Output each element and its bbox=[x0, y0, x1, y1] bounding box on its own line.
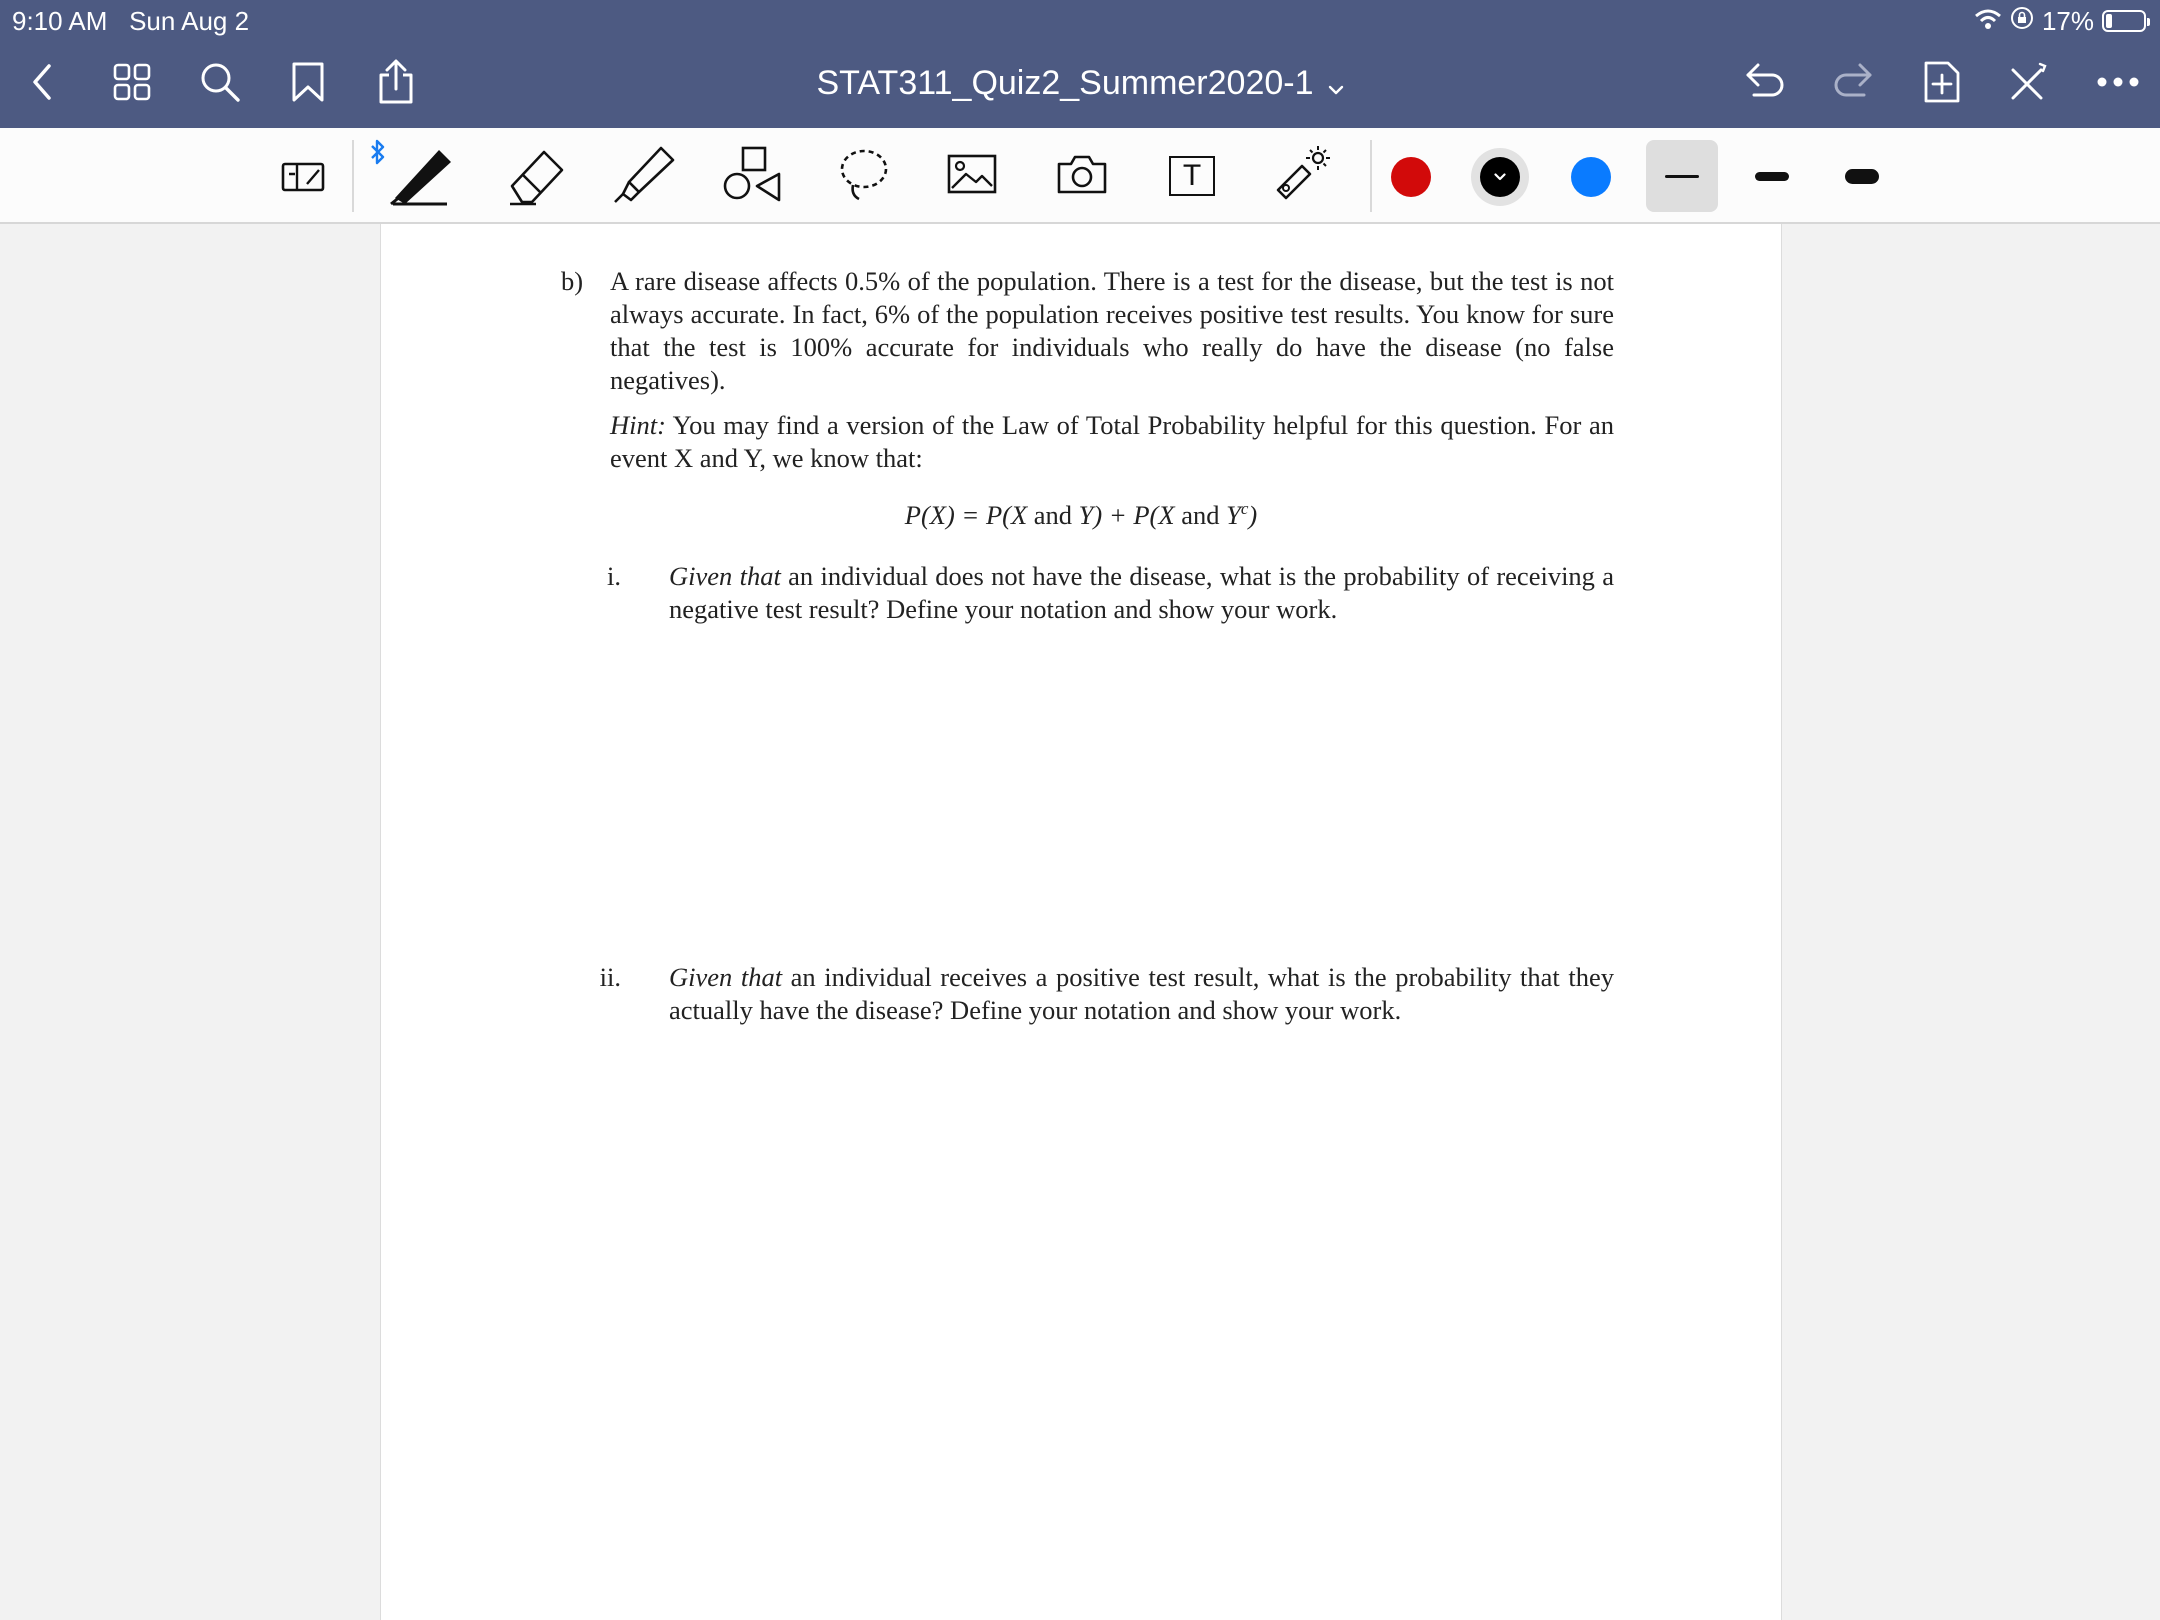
part-i-label: i. bbox=[607, 561, 621, 591]
stroke-width-thick[interactable] bbox=[1842, 140, 1882, 212]
redo-icon bbox=[1830, 61, 1874, 108]
lasso-tool[interactable] bbox=[824, 138, 904, 214]
undo-button[interactable] bbox=[1740, 56, 1792, 112]
question-label: b) bbox=[561, 266, 584, 296]
highlighter-icon bbox=[611, 142, 677, 211]
thin-line-icon bbox=[1665, 175, 1699, 178]
status-time bbox=[12, 4, 249, 38]
color-swatch-red[interactable] bbox=[1391, 157, 1431, 197]
formula-close: ) bbox=[1248, 500, 1258, 530]
camera-icon bbox=[1055, 152, 1109, 201]
formula-and-1: and bbox=[1033, 500, 1073, 530]
medium-line-icon bbox=[1755, 172, 1789, 181]
more-icon bbox=[2096, 75, 2140, 93]
question-body: A rare disease affects 0.5% of the population. There is a test for the disease, but the test is not always accurate. In fact, 6% of the population receives positive test results. You know for sure that the test is 100% accurate for individuals who really do have the disease (no false negatives). bbox=[610, 266, 1614, 395]
app-header bbox=[0, 0, 2160, 128]
part-i-rest: an individual does not have the disease, what is the probability of receiving a negative test result? Define your notation and show your work. bbox=[669, 561, 1615, 624]
laser-pointer-tool[interactable] bbox=[1262, 138, 1342, 214]
laser-pointer-icon bbox=[1272, 144, 1332, 209]
document-page[interactable] bbox=[380, 224, 1782, 1620]
part-i-lead: Given that bbox=[669, 561, 781, 591]
add-page-button[interactable] bbox=[1916, 56, 1968, 112]
color-swatch-black-selected[interactable] bbox=[1471, 148, 1529, 206]
hint-text: You may find a version of the Law of Total Probability helpful for this question. For an event X and Y, we know that: bbox=[610, 410, 1614, 473]
shapes-tool[interactable] bbox=[712, 138, 792, 214]
highlighter-tool[interactable] bbox=[604, 138, 684, 214]
part-ii-label: ii. bbox=[599, 962, 621, 992]
hint-paragraph bbox=[610, 409, 1614, 475]
read-only-toggle[interactable] bbox=[263, 138, 343, 214]
text-tool-glyph: T bbox=[1182, 159, 1202, 192]
annotation-toolbar bbox=[0, 128, 2160, 224]
hint-label: Hint: bbox=[610, 410, 666, 440]
chevron-down-icon bbox=[1494, 168, 1506, 186]
formula-complement: c bbox=[1240, 499, 1249, 519]
image-icon bbox=[946, 152, 998, 201]
battery-percent: 17% bbox=[2041, 5, 2094, 36]
formula-lhs: P(X) = P(X bbox=[904, 500, 1034, 530]
shapes-icon bbox=[721, 144, 783, 209]
formula-tail: Y bbox=[1219, 500, 1241, 530]
battery-icon bbox=[2102, 10, 2146, 32]
redo-button[interactable] bbox=[1826, 56, 1878, 112]
battery-fill bbox=[2106, 14, 2112, 28]
date: Sun Aug 2 bbox=[129, 6, 250, 36]
eraser-tool[interactable] bbox=[496, 138, 576, 214]
text-tool[interactable] bbox=[1152, 138, 1232, 214]
image-tool[interactable] bbox=[932, 138, 1012, 214]
camera-tool[interactable] bbox=[1042, 138, 1122, 214]
chevron-down-icon bbox=[1328, 60, 1344, 110]
battery-nub bbox=[2147, 18, 2150, 26]
clock: 9:10 AM bbox=[12, 6, 108, 36]
orientation-lock-icon bbox=[2010, 6, 2034, 37]
part-ii-lead: Given that bbox=[669, 962, 783, 992]
part-ii-text bbox=[669, 961, 1614, 1027]
wifi-icon bbox=[1974, 6, 2002, 37]
part-i-text bbox=[669, 560, 1614, 626]
pen-tool[interactable] bbox=[382, 138, 462, 214]
total-probability-formula bbox=[381, 499, 1781, 532]
more-button[interactable] bbox=[2092, 56, 2144, 112]
toolbar-separator bbox=[352, 140, 354, 212]
part-ii-rest: an individual receives a positive test result, what is the probability that they actually have the disease? Define your notation and show your work. bbox=[669, 962, 1614, 1025]
formula-and-2: and bbox=[1181, 500, 1220, 530]
document-title: STAT311_Quiz2_Summer2020-1 bbox=[816, 64, 1314, 102]
stroke-width-medium[interactable] bbox=[1752, 140, 1792, 212]
toolbar-separator bbox=[1370, 140, 1372, 212]
text-box-icon bbox=[1169, 156, 1215, 196]
eraser-icon bbox=[504, 142, 568, 211]
stroke-width-thin-selected[interactable] bbox=[1646, 140, 1718, 212]
close-toolbar-button[interactable] bbox=[2002, 56, 2054, 112]
status-indicators bbox=[1974, 4, 2146, 38]
undo-icon bbox=[1744, 61, 1788, 108]
fountain-pen-icon bbox=[387, 142, 457, 211]
read-only-mode-icon bbox=[279, 154, 327, 199]
color-swatch-black bbox=[1480, 157, 1520, 197]
close-toolbar-icon bbox=[2007, 62, 2049, 107]
add-page-icon bbox=[1922, 59, 1962, 110]
thick-line-icon bbox=[1845, 169, 1879, 184]
lasso-icon bbox=[835, 145, 893, 208]
formula-mid: Y) + P(X bbox=[1072, 500, 1182, 530]
color-swatch-blue[interactable] bbox=[1571, 157, 1611, 197]
